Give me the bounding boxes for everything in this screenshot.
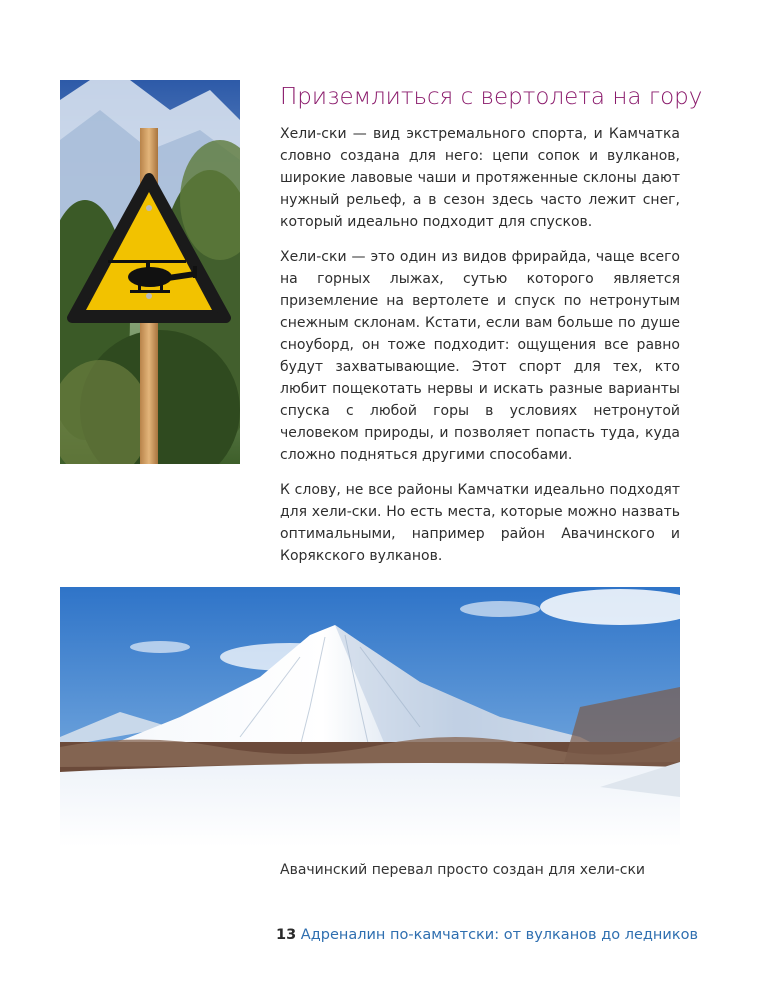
page-footer: [276, 924, 696, 946]
paragraph-3: К слову, не все районы Камчатки идеально подходят для хели-ски. Но есть места, которые можно назвать оптимальными, например район Авачинского и Корякского вулканов.: [280, 482, 680, 564]
page-title: Приземлиться с вертолета на гору: [280, 84, 703, 110]
running-title: Адреналин по-камчатски: от вулканов до ледников: [300, 927, 698, 943]
volcano-landscape-photo: [60, 587, 680, 847]
paragraph-2: Хели-ски — это один из видов фрирайда, чаще всего на горных лыжах, сутью которого является приземление на вертолете и спуск по нетронутым снежным склонам. Кстати, если вам больше по душе сноуборд, он тоже подходит: ощущения все равно будут захватывающие. Этот спорт для тех, кто любит пощекотать нервы и искать разные варианты спуска с любой горы в условиях нетронутой человеком природы, и позволяет попасть туда, куда сложно подняться другими способами.: [280, 249, 680, 463]
volcano-landscape-illustration: [60, 587, 680, 847]
helicopter-sign-illustration: [60, 80, 240, 464]
article-body: [280, 123, 680, 580]
paragraph-1: Хели-ски — вид экстремального спорта, и Камчатка словно создана для него: цепи сопок и вулканов, широкие лавовые чаши и протяженные склоны дают нужный рельеф, а в сезон здесь часто лежит снег, который идеально подходит для спусков.: [280, 126, 680, 230]
helicopter-sign-photo: [60, 80, 240, 464]
page-number: 13: [276, 927, 297, 943]
photo-caption: Авачинский перевал просто создан для хели-ски: [280, 862, 646, 878]
